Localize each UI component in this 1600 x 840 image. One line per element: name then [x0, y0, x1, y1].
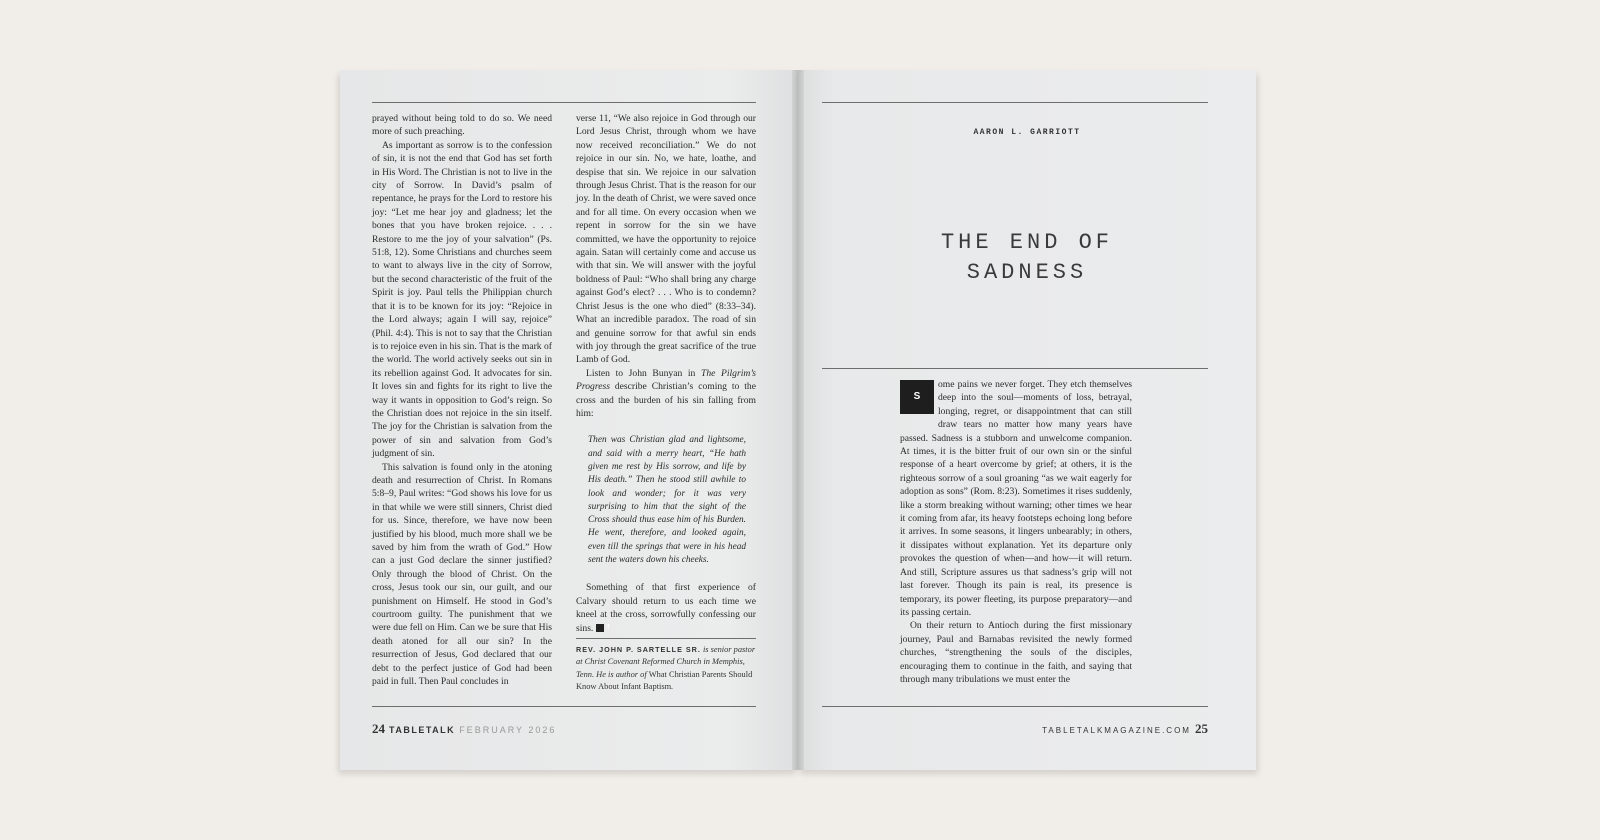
- end-mark-icon: T: [596, 624, 604, 632]
- spine-shadow: [792, 70, 804, 770]
- paragraph: prayed without being told to do so. We need more of such preaching.: [372, 113, 552, 138]
- magazine-spread: [340, 70, 1256, 774]
- top-rule-left: [372, 102, 756, 103]
- website-url: TABLETALKMAGAZINE.COM: [1042, 726, 1191, 735]
- drop-cap-spacer: [900, 378, 938, 430]
- title-rule: [822, 368, 1208, 369]
- issue-date: FEBRUARY 2026: [459, 725, 557, 735]
- bio-text-end: .: [671, 682, 674, 692]
- bunyan-intro-post: describe Christian’s coming to the cross and the burden of his sin falling from him:: [576, 381, 756, 419]
- bunyan-intro: [576, 367, 756, 421]
- bottom-rule-left: [372, 706, 756, 707]
- page-number: 25: [1195, 721, 1208, 736]
- block-quote: Then was Christian glad and lightsome, and said with a merry heart, “He hath given me rest by His sorrow, and life by His death.” Then he stood still awhile to look and wonder; for it was very surprising to him that the sight of the Cross should thus ease him of his Burden. He went, therefore, and looked again, even till the springs that were in his head sent the waters down his cheeks.: [588, 435, 746, 566]
- closing-text: Something of that first experience of Calvary should return to us each time we kneel at the cross, sorrowfully confessing our sins.: [576, 582, 756, 634]
- title-line-2: SADNESS: [966, 260, 1088, 285]
- page-number: 24: [372, 721, 385, 736]
- left-column-1: [372, 112, 552, 688]
- left-column-2: [576, 112, 756, 635]
- closing-paragraph: [576, 581, 756, 635]
- title-line-1: THE END OF: [940, 230, 1114, 255]
- paragraph: On their return to Antioch during the first missionary journey, Paul and Barnabas revisited the newly formed churches, “strengthening the souls of the disciples, encouraging them to continue in the faith, and saying that through many tribulations we must enter the: [900, 620, 1132, 685]
- paragraph: verse 11, “We also rejoice in God through our Lord Jesus Christ, through whom we have now received reconciliation.” We do not rejoice in our sin. No, we hate, loathe, and despise that sin. We rejoice in our salvation through Jesus Christ. That is the reason for our joy. In the death of Christ, we were saved once and for all time. On every occasion when we repent in sorrow for the sin we have committed, we have the opportunity to rejoice again. Satan will certainly come and accuse us with that sin. We will answer with the joyful boldness of Paul: “Who shall bring any charge against God’s elect? . . . Who is to condemn? Christ Jesus is the one who died” (8:33–34). What an incredible paradox. The road of sin and genuine sorrow for that awful sin ends with joy through the great sacrifice of the true Lamb of God.: [576, 113, 756, 366]
- bio-text: is senior pastor at Christ Covenant Reformed Church in Memphis, Tenn. He is author of: [576, 645, 756, 679]
- bio-book-title: What Christian Parents Should Know About Infant Baptism: [576, 669, 753, 692]
- drop-cap: S: [900, 380, 934, 414]
- bio-rule: [576, 638, 756, 639]
- folio-left: [372, 721, 556, 737]
- paragraph: This salvation is found only in the atoning death and resurrection of Christ. In Romans 5:8–9, Paul writes: “God shows his love for us in that while we were still sinners, Christ died for us. Since, therefore, we have now been justified by his blood, much more shall we be saved by him from the wrath of God.” How can a just God declare the sinner justified? Only through the blood of Christ. On the cross, Jesus took our sin, our guilt, and our punishment on Himself. He stood in God’s courtroom guilty. The punishment that we were due fell on Him. Can we be sure that His death atoned for all our sin? In the resurrection of Jesus, God declared that our debt to the perfect justice of God had been paid in full. Then Paul concludes in: [372, 461, 552, 688]
- bio-author-name: REV. JOHN P. SARTELLE SR.: [576, 645, 701, 654]
- bottom-rule-right: [822, 706, 1208, 707]
- paragraph: As important as sorrow is to the confession of sin, it is not the end that God has set forth in His Word. The Christian is not to live in the city of Sorrow. In David’s psalm of repentance, he prays for the Lord to restore his joy: “Let me hear joy and gladness; let the bones that you have broken rejoice. . . . Restore to me the joy of your salvation” (Ps. 51:8, 12). Some Christians and churches seem to want to always live in the city of Sorrow, but the second characteristic of the fruit of the Spirit is joy. Paul tells the Philippian church that it is to be known for its joy: “Rejoice in the Lord always; again I will say, rejoice” (Phil. 4:4). This is not to say that the Christian is to rejoice even in his sin. That is the mark of the world. The world actively seeks out sin in its rebellion against God. It advocates for sin. It loves sin and fights for its right to live the way it wants in opposition to God’s reign. So the Christian does not rejoice in the sin itself. The joy for the Christian is salvation from the power of sin and salvation from God’s judgment of sin.: [372, 139, 552, 460]
- left-page: [340, 70, 798, 770]
- article-title: [798, 228, 1256, 288]
- folio-right: [1042, 721, 1208, 737]
- author-bio: [576, 644, 756, 694]
- bunyan-intro-pre: Listen to John Bunyan in: [586, 367, 701, 379]
- bunyan-book-title: The Pilgrim’s Progress: [576, 367, 757, 393]
- right-column: [900, 378, 1132, 686]
- right-page: [798, 70, 1256, 770]
- top-rule-right: [822, 102, 1208, 103]
- magazine-name: TABLETALK: [389, 725, 456, 735]
- article-author: AARON L. GARRIOTT: [973, 128, 1081, 137]
- paragraph: ome pains we never forget. They etch themselves deep into the soul—moments of loss, betrayal, longing, regret, or disappointment that can still draw tears no matter how many years have passed. Sadness is a stubborn and unwelcome companion. At times, it is the bitter fruit of our own sin or the sinful response of a heart overcome by grief; at others, it is the righteous sorrow of a soul groaning “as we wait eagerly for adoption as sons” (Rom. 8:23). Sometimes it rises suddenly, like a storm breaking without warning; other times we hear it coming from afar, its heavy footsteps echoing long before it arrives. In some seasons, it lingers unbearably; in others, it dissipates without explanation. Yet its departure only provokes the question of when—and how—it will return. And still, Scripture assures us that sadness’s grip will not last forever. Though its pain is real, its presence is temporary, its power fleeting, its purpose preparatory—and its passing certain.: [900, 379, 1132, 618]
